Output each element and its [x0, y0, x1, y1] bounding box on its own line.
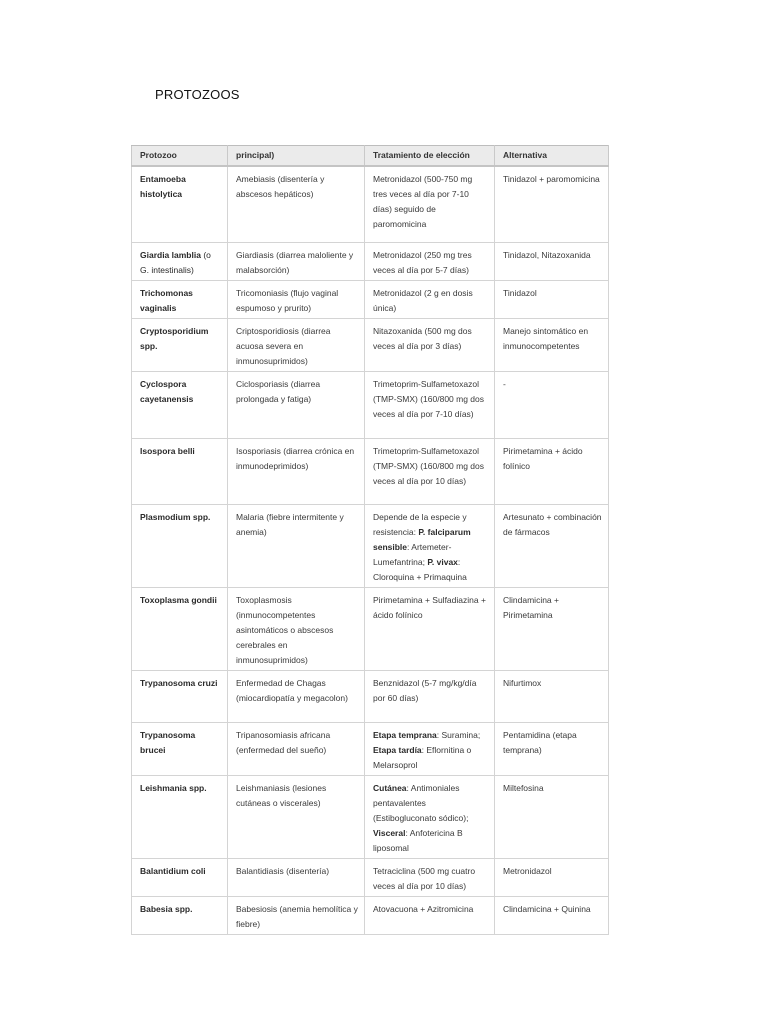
treatment-form: Cutánea: [373, 782, 407, 793]
cell-alternativa: Manejo sintomático en inmunocompetentes: [495, 318, 609, 371]
table-row: [132, 318, 609, 371]
cell-enfermedad: Amebiasis (disentería y abscesos hepáticos): [228, 166, 365, 242]
cell-tratamiento: Pirimetamina + Sulfadiazina + ácido folínico: [365, 587, 495, 670]
cell-alternativa: Clindamicina + Quinina: [495, 896, 609, 934]
table-row: [132, 438, 609, 504]
table-row: [132, 670, 609, 722]
cell-protozoo: [132, 242, 228, 280]
cell-enfermedad: Criptosporidiosis (diarrea acuosa severa en inmunosuprimidos): [228, 318, 365, 371]
cell-protozoo: Plasmodium spp.: [132, 504, 228, 587]
cell-tratamiento: [365, 775, 495, 858]
cell-tratamiento: Tetraciclina (500 mg cuatro veces al día por 10 días): [365, 858, 495, 896]
cell-protozoo: Trypanosoma brucei: [132, 722, 228, 775]
table-row: [132, 504, 609, 587]
cell-protozoo: Babesia spp.: [132, 896, 228, 934]
cell-protozoo: Toxoplasma gondii: [132, 587, 228, 670]
cell-enfermedad: Ciclosporiasis (diarrea prolongada y fatiga): [228, 371, 365, 438]
cell-enfermedad: Babesiosis (anemia hemolítica y fiebre): [228, 896, 365, 934]
cell-enfermedad: Leishmaniasis (lesiones cutáneas o viscerales): [228, 775, 365, 858]
treatment-text: : Antimoniales pentavalentes (Estibogluconato sódico);: [373, 782, 469, 823]
cell-tratamiento: Nitazoxanida (500 mg dos veces al día por 3 días): [365, 318, 495, 371]
cell-protozoo: Balantidium coli: [132, 858, 228, 896]
table-row: [132, 775, 609, 858]
cell-alternativa: Tinidazol, Nitazoxanida: [495, 242, 609, 280]
treatment-stage: Etapa tardía: [373, 744, 422, 755]
cell-enfermedad: Isosporiasis (diarrea crónica en inmunodeprimidos): [228, 438, 365, 504]
cell-tratamiento: Metronidazol (500-750 mg tres veces al día por 7-10 días) seguido de paromomicina: [365, 166, 495, 242]
header-alternativa: Alternativa: [495, 146, 609, 167]
cell-enfermedad: Giardiasis (diarrea maloliente y malabsorción): [228, 242, 365, 280]
cell-protozoo: Trichomonas vaginalis: [132, 280, 228, 318]
table-row: [132, 242, 609, 280]
header-enfermedad: principal): [228, 146, 365, 167]
treatment-species: P. falciparum sensible: [373, 526, 471, 552]
treatment-text: : Eflornitina o Melarsoprol: [373, 744, 472, 770]
cell-tratamiento: Metronidazol (2 g en dosis única): [365, 280, 495, 318]
treatment-text: : Anfotericina B liposomal: [373, 827, 463, 853]
cell-enfermedad: Tripanosomiasis africana (enfermedad del sueño): [228, 722, 365, 775]
table-row: [132, 166, 609, 242]
cell-protozoo: Cyclospora cayetanensis: [132, 371, 228, 438]
cell-tratamiento: Metronidazol (250 mg tres veces al día por 5-7 días): [365, 242, 495, 280]
cell-alternativa: Pentamidina (etapa temprana): [495, 722, 609, 775]
protozoo-synonym: (o G. intestinalis): [140, 249, 211, 275]
cell-alternativa: Nifurtimox: [495, 670, 609, 722]
cell-enfermedad: Malaria (fiebre intermitente y anemia): [228, 504, 365, 587]
cell-alternativa: Pirimetamina + ácido folínico: [495, 438, 609, 504]
cell-alternativa: Tinidazol + paromomicina: [495, 166, 609, 242]
protozoo-name: Giardia lamblia: [140, 249, 201, 260]
cell-tratamiento: Trimetoprim-Sulfametoxazol (TMP-SMX) (160/800 mg dos veces al día por 7-10 días): [365, 371, 495, 438]
treatment-text: : Suramina;: [436, 729, 481, 740]
table-row: [132, 896, 609, 934]
cell-alternativa: Clindamicina + Pirimetamina: [495, 587, 609, 670]
protozoa-table-container: [131, 145, 608, 935]
page-title: PROTOZOOS: [155, 87, 240, 102]
header-protozoo: Protozoo: [132, 146, 228, 167]
table-row: [132, 371, 609, 438]
cell-protozoo: Leishmania spp.: [132, 775, 228, 858]
protozoa-table: [131, 145, 609, 935]
cell-alternativa: Miltefosina: [495, 775, 609, 858]
treatment-form: Visceral: [373, 827, 406, 838]
cell-protozoo: Isospora belli: [132, 438, 228, 504]
cell-enfermedad: Toxoplasmosis (inmunocompetentes asintomáticos o abscesos cerebrales en inmunosuprimidos): [228, 587, 365, 670]
cell-tratamiento: Atovacuona + Azitromicina: [365, 896, 495, 934]
treatment-stage: Etapa temprana: [373, 729, 437, 740]
cell-alternativa: Metronidazol: [495, 858, 609, 896]
cell-tratamiento: [365, 504, 495, 587]
cell-protozoo: Entamoeba histolytica: [132, 166, 228, 242]
table-row: [132, 858, 609, 896]
treatment-text: Depende de la especie y resistencia:: [373, 511, 467, 537]
cell-enfermedad: Balantidiasis (disentería): [228, 858, 365, 896]
cell-tratamiento: Trimetoprim-Sulfametoxazol (TMP-SMX) (160/800 mg dos veces al día por 10 días): [365, 438, 495, 504]
cell-alternativa: Artesunato + combinación de fármacos: [495, 504, 609, 587]
cell-protozoo: Cryptosporidium spp.: [132, 318, 228, 371]
table-row: [132, 722, 609, 775]
cell-alternativa: Tinidazol: [495, 280, 609, 318]
cell-protozoo: Trypanosoma cruzi: [132, 670, 228, 722]
table-header-row: [132, 146, 609, 167]
header-tratamiento: Tratamiento de elección: [365, 146, 495, 167]
treatment-text: : Artemeter-Lumefantrina;: [373, 541, 452, 567]
treatment-species: P. vivax: [427, 556, 458, 567]
treatment-text: : Cloroquina + Primaquina: [373, 556, 467, 582]
table-row: [132, 280, 609, 318]
cell-alternativa: -: [495, 371, 609, 438]
cell-enfermedad: Tricomoniasis (flujo vaginal espumoso y prurito): [228, 280, 365, 318]
table-row: [132, 587, 609, 670]
cell-tratamiento: Benznidazol (5-7 mg/kg/día por 60 días): [365, 670, 495, 722]
cell-enfermedad: Enfermedad de Chagas (miocardiopatía y megacolon): [228, 670, 365, 722]
cell-tratamiento: [365, 722, 495, 775]
